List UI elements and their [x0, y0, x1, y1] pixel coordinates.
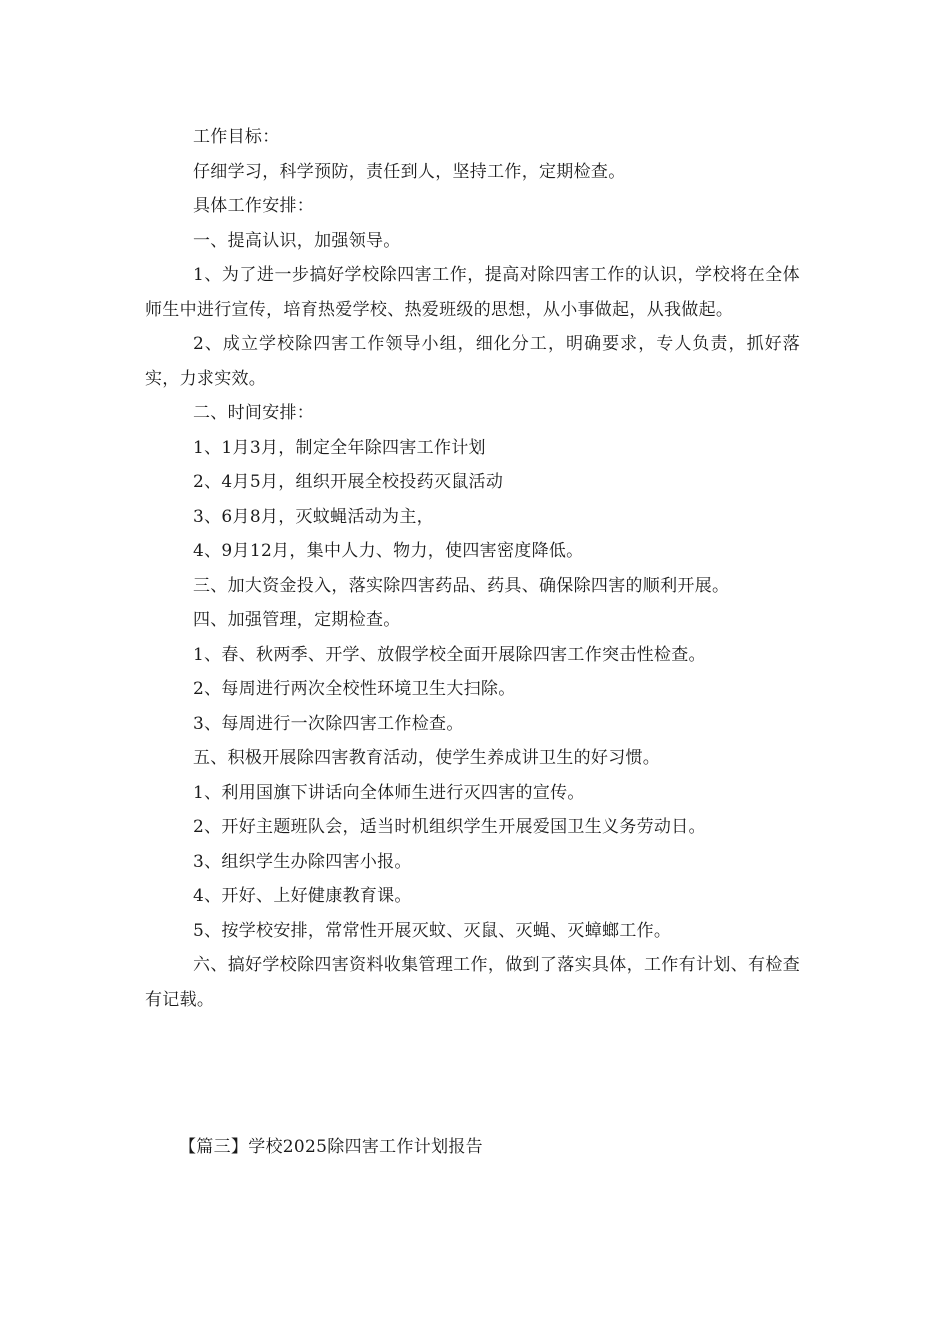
paragraph-item: 3、每周进行一次除四害工作检查。 — [193, 713, 464, 734]
paragraph-item: 4、9月12月，集中人力、物力，使四害密度降低。 — [193, 541, 584, 561]
heading-section-5: 五、积极开展除四害教育活动，使学生养成讲卫生的好习惯。 — [193, 748, 661, 768]
paragraph-item: 2、每周进行两次全校性环境卫生大扫除。 — [193, 679, 516, 699]
paragraph-item: 1、1月3月，制定全年除四害工作计划 — [193, 437, 486, 458]
paragraph-item: 3、组织学生办除四害小报。 — [193, 851, 412, 872]
heading-section-6: 六、搞好学校除四害资料收集管理工作，做到了落实具体，工作有计划、有检查有记载。 — [145, 955, 800, 1010]
heading-section-2: 二、时间安排： — [193, 403, 315, 423]
heading-section-3: 三、加大资金投入，落实除四害药品、药具、确保除四害的顺利开展。 — [193, 575, 730, 596]
paragraph-item: 2、开好主题班队会，适当时机组织学生开展爱国卫生义务劳动日。 — [193, 817, 706, 837]
paragraph-item: 1、为了进一步搞好学校除四害工作，提高对除四害工作的认识，学校将在全体师生中进行宣传，培育热爱学校、热爱班级的思想，从小事做起，从我做起。 — [145, 265, 800, 320]
heading-section-4: 四、加强管理，定期检查。 — [193, 610, 401, 630]
paragraph-work-goal-label: 工作目标： — [193, 127, 280, 147]
paragraph-item: 3、6月8月，灭蚊蝇活动为主， — [193, 506, 434, 527]
paragraph-work-goal: 仔细学习，科学预防，责任到人，坚持工作，定期检查。 — [193, 161, 626, 182]
document-body — [145, 120, 800, 1017]
heading-section-1: 一、提高认识，加强领导。 — [193, 230, 401, 251]
paragraph-item: 1、春、秋两季、开学、放假学校全面开展除四害工作突击性检查。 — [193, 644, 706, 665]
paragraph-item: 5、按学校安排，常常性开展灭蚊、灭鼠、灭蝇、灭蟑螂工作。 — [193, 920, 672, 941]
next-section-title: 【篇三】学校2025除四害工作计划报告 — [179, 1137, 483, 1157]
paragraph-item: 4、开好、上好健康教育课。 — [193, 886, 412, 906]
paragraph-arrangement-label: 具体工作安排： — [193, 196, 315, 216]
paragraph-item: 2、4月5月，组织开展全校投药灭鼠活动 — [193, 472, 504, 492]
paragraph-item: 2、成立学校除四害工作领导小组，细化分工，明确要求，专人负责，抓好落实，力求实效。 — [145, 334, 800, 389]
paragraph-item: 1、利用国旗下讲话向全体师生进行灭四害的宣传。 — [193, 782, 585, 803]
